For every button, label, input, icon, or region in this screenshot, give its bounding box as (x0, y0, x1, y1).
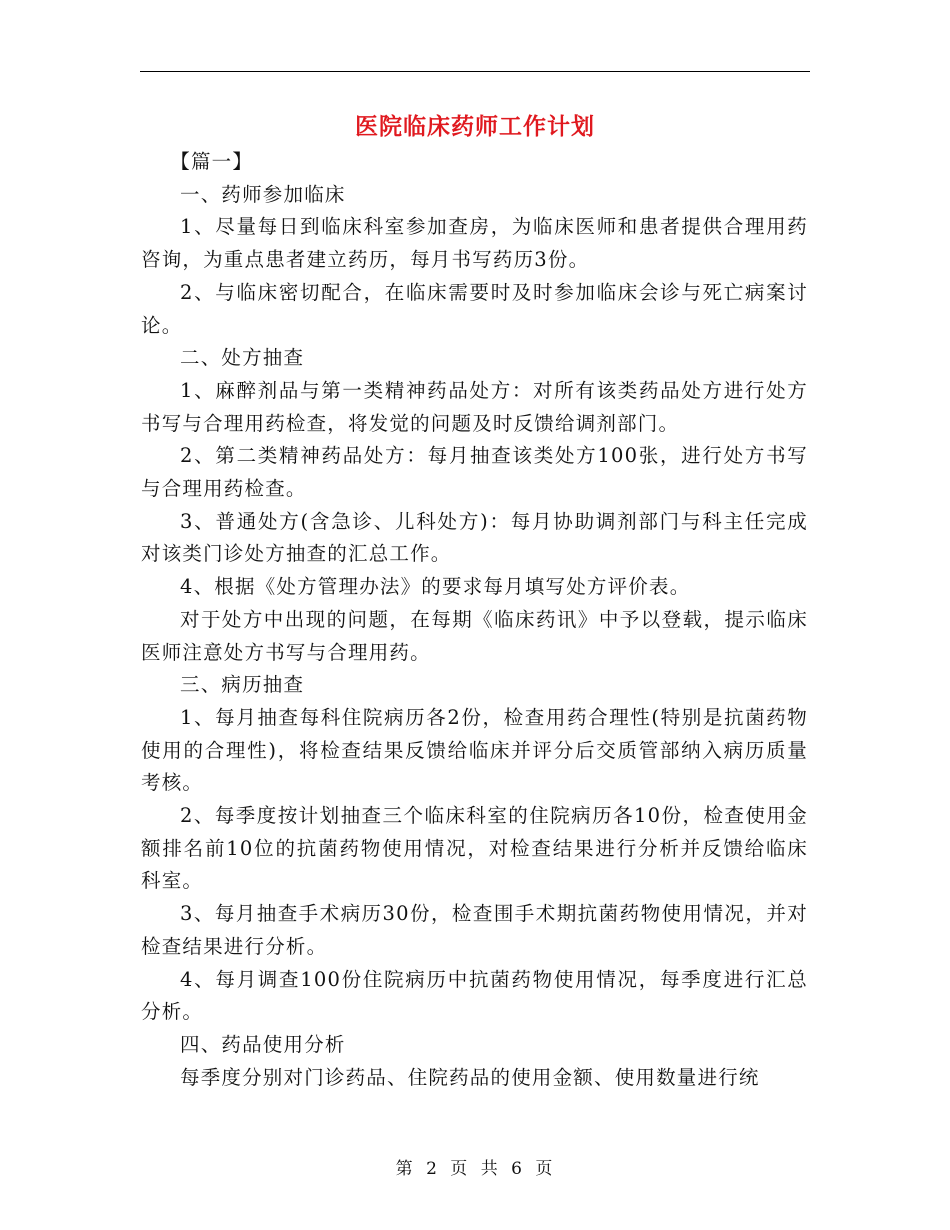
heading-4: 四、药品使用分析 (180, 1032, 346, 1056)
paragraph: 1、尽量每日到临床科室参加查房，为临床医师和患者提供合理用药咨询，为重点患者建立药历，每月书写药历3份。 (141, 215, 808, 272)
paragraph: 4、根据《处方管理办法》的要求每月填写处方评价表。 (180, 575, 691, 599)
heading-2: 二、处方抽查 (180, 346, 305, 370)
paragraph: 3、普通处方(含急诊、儿科处方)：每月协助调剂部门与科主任完成对该类门诊处方抽查的汇总工作。 (141, 509, 808, 566)
paragraph: 1、每月抽查每科住院病历各2份，检查用药合理性(特别是抗菌药物使用的合理性)，将检查结果反馈给临床并评分后交质管部纳入病历质量考核。 (141, 705, 808, 795)
paragraph: 2、第二类精神药品处方：每月抽查该类处方100张，进行处方书写与合理用药检查。 (141, 444, 808, 501)
header-rule (140, 71, 810, 72)
paragraph: 每季度分别对门诊药品、住院药品的使用金额、使用数量进行统 (180, 1065, 760, 1089)
heading-3: 三、病历抽查 (180, 673, 305, 697)
page-footer: 第 2 页 共 6 页 (395, 1159, 555, 1179)
document-title: 医院临床药师工作计划 (355, 113, 595, 140)
document-body (141, 146, 808, 1094)
paragraph: 2、与临床密切配合，在临床需要时及时参加临床会诊与死亡病案讨论。 (141, 280, 808, 337)
paragraph: 3、每月抽查手术病历30份，检查围手术期抗菌药物使用情况，并对检查结果进行分析。 (141, 902, 808, 958)
paragraph: 4、每月调查100份住院病历中抗菌药物使用情况，每季度进行汇总分析。 (141, 967, 808, 1024)
paragraph: 2、每季度按计划抽查三个临床科室的住院病历各10份，检查使用金额排名前10位的抗菌药物使用情况，对检查结果进行分析并反馈给临床科室。 (141, 804, 808, 893)
paragraph: 对于处方中出现的问题，在每期《临床药讯》中予以登载，提示临床医师注意处方书写与合理用药。 (141, 607, 808, 664)
section-tag: 【篇一】 (170, 150, 254, 173)
paragraph: 1、麻醉剂品与第一类精神药品处方：对所有该类药品处方进行处方书写与合理用药检查，将发觉的问题及时反馈给调剂部门。 (141, 378, 808, 435)
heading-1: 一、药师参加临床 (180, 182, 346, 206)
